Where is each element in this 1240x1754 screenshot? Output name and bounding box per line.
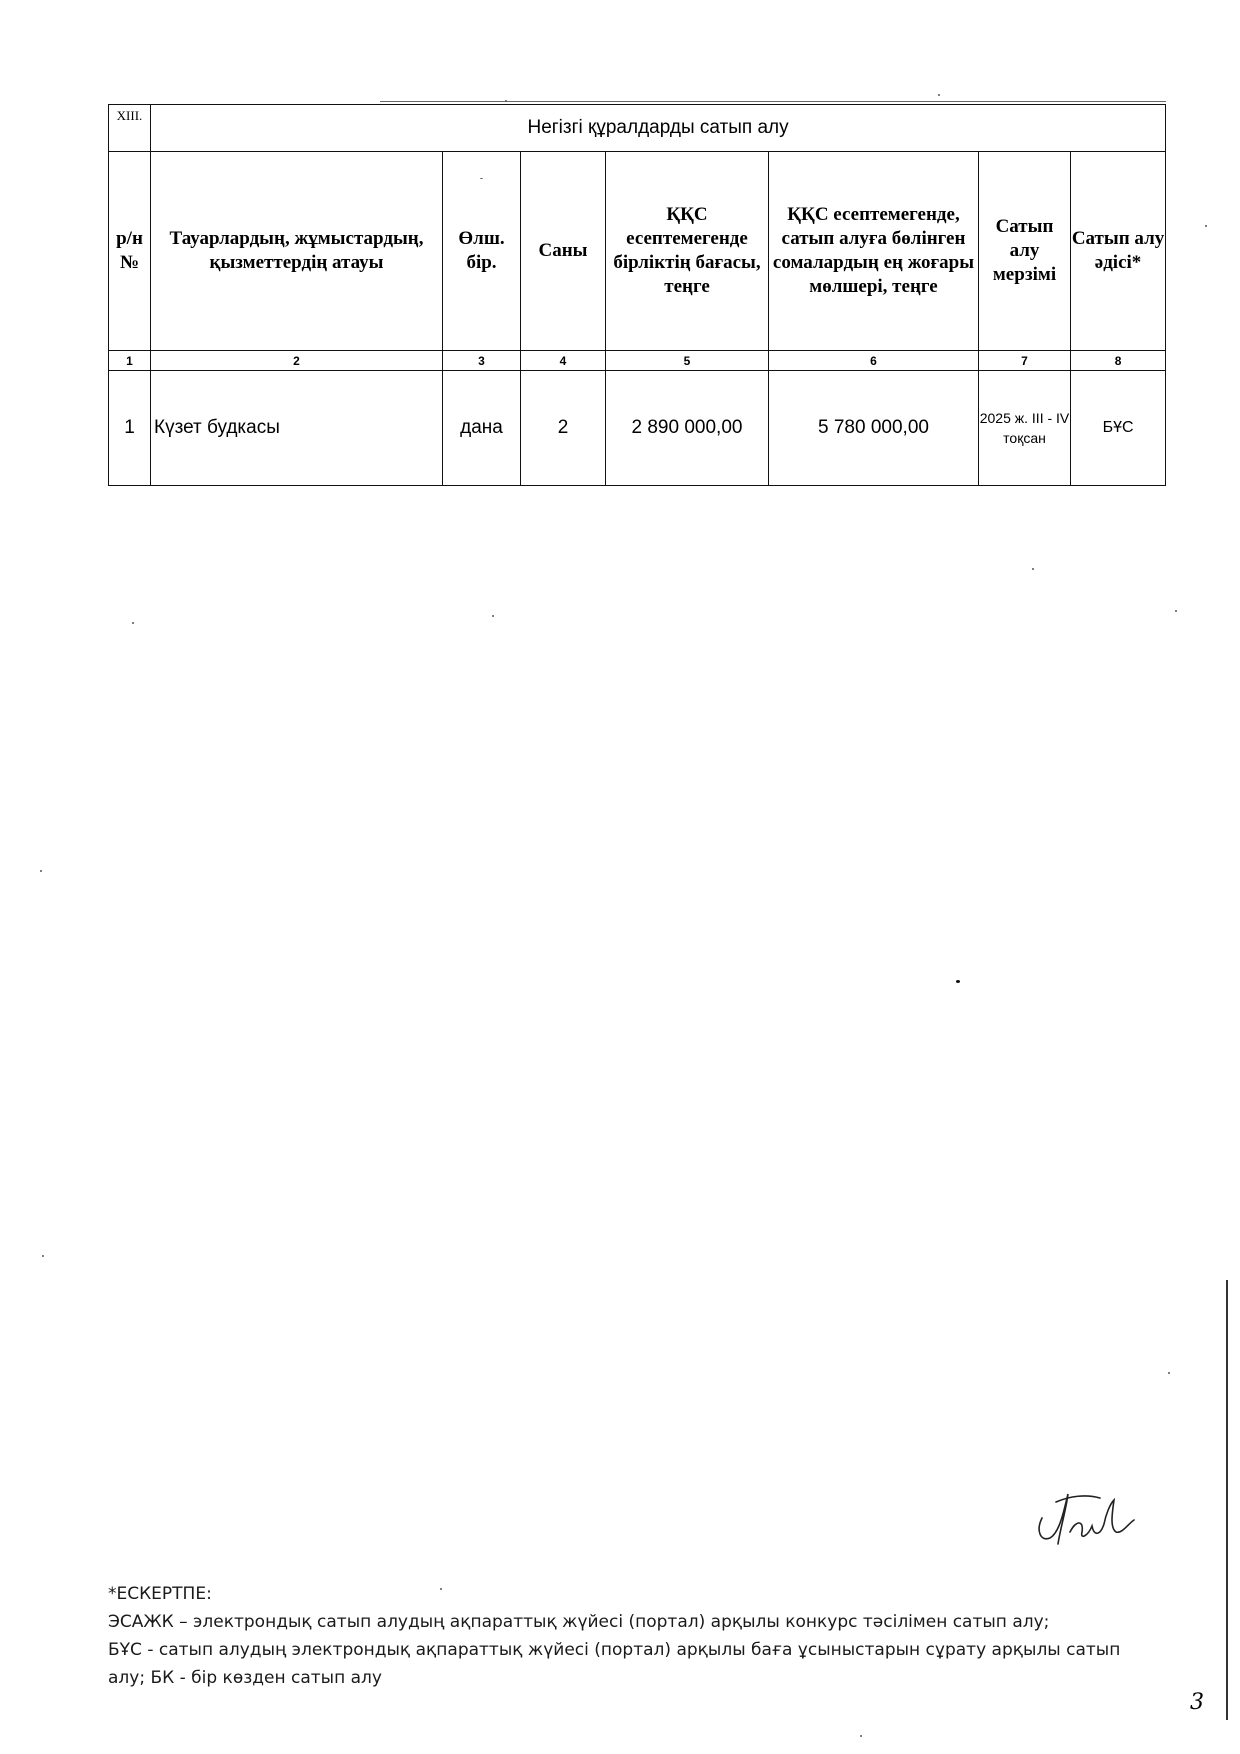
row-quantity: 2 (521, 371, 606, 486)
column-number: 4 (521, 351, 606, 371)
scan-speck (132, 622, 134, 624)
scan-speck (505, 100, 507, 102)
header-name: Тауарлардың, жұмыстардың, қызметтердің атауы (151, 152, 443, 351)
header-unit: Өлш. бір. (443, 152, 521, 351)
header-period: Сатып алу мерзімі (979, 152, 1071, 351)
notes-title: *ЕСКЕРТПЕ: (108, 1584, 212, 1604)
header-quantity: Саны (521, 152, 606, 351)
column-header-row (109, 152, 1166, 351)
section-header-row (109, 105, 1166, 152)
column-number: 2 (151, 351, 443, 371)
scan-edge (1226, 1280, 1228, 1720)
scan-speck (1032, 568, 1034, 570)
row-unit: дана (443, 371, 521, 486)
scan-speck (1205, 225, 1207, 227)
scan-speck (1175, 610, 1177, 612)
row-period: 2025 ж. III - IV тоқсан (979, 371, 1071, 486)
table-row (109, 371, 1166, 486)
signature-icon (1030, 1480, 1140, 1550)
row-index: 1 (109, 371, 151, 486)
top-rule (380, 101, 1166, 102)
page-number: 3 (1190, 1690, 1204, 1715)
scan-speck (956, 980, 960, 983)
header-max-amount: ҚҚС есептемегенде, сатып алуға бөлінген сомалардың ең жоғары мөлшері, теңге (769, 152, 979, 351)
notes-block (108, 1580, 1128, 1692)
column-number: 8 (1071, 351, 1166, 371)
notes-line: БҰС - сатып алудың электрондық ақпараттық жүйесі (портал) арқылы баға ұсыныстарын сұрату арқылы сатып алу; БК - бір көзден сатып алу (108, 1640, 1121, 1688)
header-index: р/н № (109, 152, 151, 351)
scan-speck (938, 94, 940, 96)
column-number: 1 (109, 351, 151, 371)
scan-speck (860, 1735, 862, 1737)
header-method: Сатып алу әдісі* (1071, 152, 1166, 351)
scan-speck (492, 615, 494, 617)
scan-speck (480, 178, 483, 179)
row-unit-price: 2 890 000,00 (606, 371, 769, 486)
column-number: 5 (606, 351, 769, 371)
section-number: XIII. (109, 105, 151, 152)
column-number: 7 (979, 351, 1071, 371)
scan-speck (1168, 1372, 1170, 1374)
scan-speck (40, 870, 42, 872)
column-number: 6 (769, 351, 979, 371)
column-number-row (109, 351, 1166, 371)
header-unit-price: ҚҚС есептемегенде бірліктің бағасы, теңге (606, 152, 769, 351)
row-item-name: Күзет будкасы (151, 371, 443, 486)
column-number: 3 (443, 351, 521, 371)
row-max-amount: 5 780 000,00 (769, 371, 979, 486)
scan-speck (42, 1255, 44, 1257)
section-title: Негізгі құралдарды сатып алу (151, 105, 1166, 152)
row-method: БҰС (1071, 371, 1166, 486)
scan-speck (440, 1588, 442, 1590)
procurement-table (108, 104, 1166, 486)
notes-line: ЭСАЖК – электрондық сатып алудың ақпараттық жүйесі (портал) арқылы конкурс тәсілімен сатып алу; (108, 1612, 1050, 1632)
